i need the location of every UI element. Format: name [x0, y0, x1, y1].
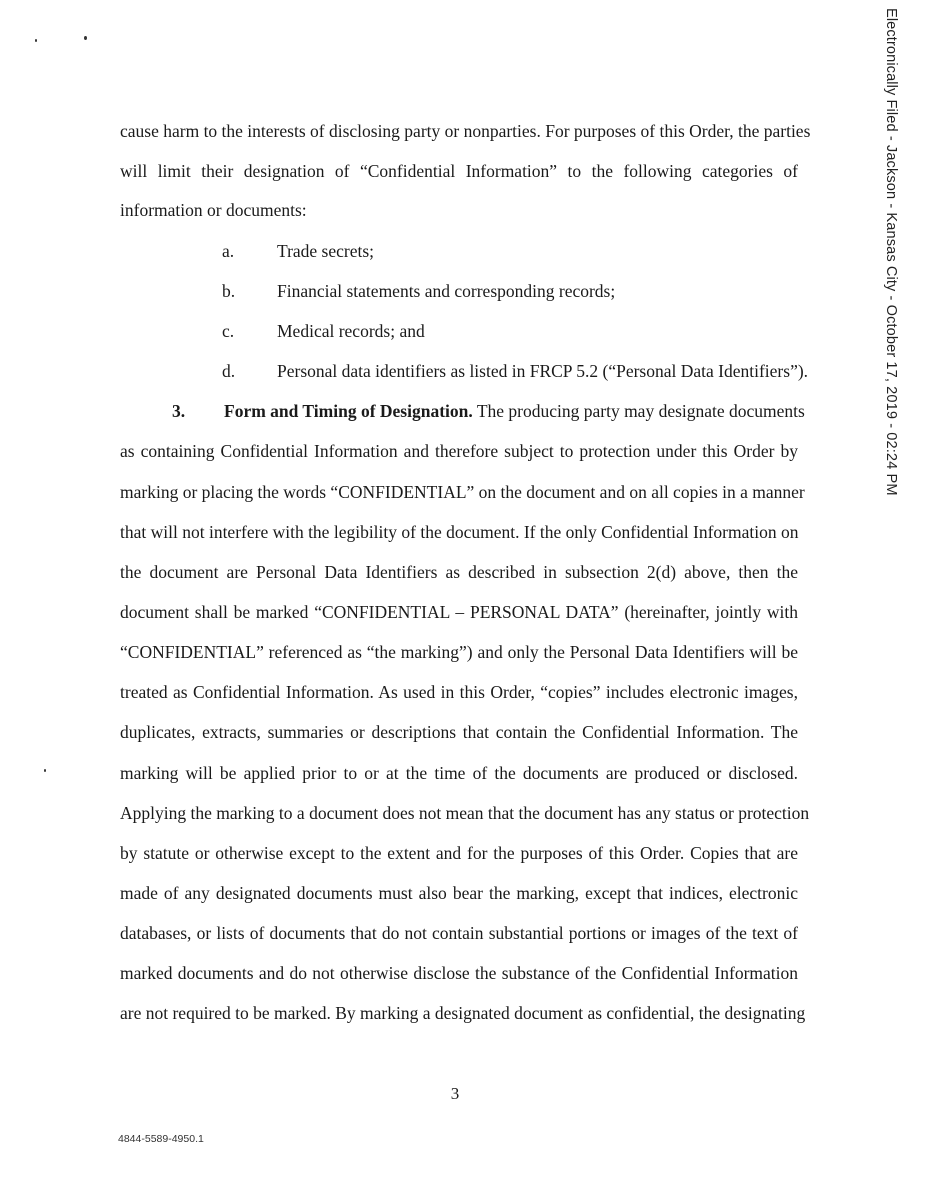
list-item-letter: c.	[222, 321, 235, 341]
body-line: marked documents and do not otherwise disclose the substance of the Confidential Information	[120, 963, 798, 983]
body-line: are not required to be marked. By marking a designated document as confidential, the designating	[120, 1003, 806, 1023]
page-number: 3	[450, 1084, 460, 1103]
body-line: information or documents:	[120, 200, 307, 220]
body-line: by statute or otherwise except to the extent and for the purposes of this Order. Copies that are	[120, 843, 798, 863]
body-line: document shall be marked “CONFIDENTIAL – PERSONAL DATA” (hereinafter, jointly with	[120, 602, 798, 622]
scan-speck	[84, 36, 87, 40]
scan-speck	[35, 39, 37, 42]
body-line: duplicates, extracts, summaries or descriptions that contain the Confidential Information. The	[120, 722, 798, 742]
section-heading-line	[224, 401, 805, 421]
section-number: 3.	[172, 401, 186, 421]
section-heading-rest: The producing party may designate documents	[476, 401, 805, 421]
body-line: the document are Personal Data Identifiers as described in subsection 2(d) above, then the	[120, 562, 798, 582]
body-line: made of any designated documents must also bear the marking, except that indices, electronic	[120, 883, 798, 903]
body-line: as containing Confidential Information and therefore subject to protection under this Order by	[120, 441, 798, 461]
list-item-text: Trade secrets;	[277, 241, 375, 261]
body-line: will limit their designation of “Confidential Information” to the following categories of	[120, 161, 798, 181]
body-line: treated as Confidential Information. As used in this Order, “copies” includes electronic images,	[120, 682, 798, 702]
document-id: 4844-5589-4950.1	[118, 1133, 204, 1145]
body-line: marking or placing the words “CONFIDENTIAL” on the document and on all copies in a manner	[120, 482, 805, 502]
list-item-letter: a.	[222, 241, 235, 261]
body-line: marking will be applied prior to or at the time of the documents are produced or disclosed.	[120, 763, 798, 783]
body-line: cause harm to the interests of disclosing party or nonparties. For purposes of this Order, the parties	[120, 121, 811, 141]
body-line: databases, or lists of documents that do not contain substantial portions or images of the text of	[120, 923, 798, 943]
body-line: Applying the marking to a document does not mean that the document has any status or protection	[120, 803, 810, 823]
list-item-letter: d.	[222, 361, 236, 381]
list-item-letter: b.	[222, 281, 236, 301]
body-line: that will not interfere with the legibility of the document. If the only Confidential Information on	[120, 522, 799, 542]
filing-stamp-text: Electronically Filed - Jackson - Kansas City - October 17, 2019 - 02:24 PM	[883, 8, 899, 496]
section-heading: Form and Timing of Designation.	[224, 401, 473, 421]
filing-stamp	[883, 8, 901, 498]
list-item-text: Medical records; and	[277, 321, 425, 341]
list-item-text: Financial statements and corresponding records;	[277, 281, 616, 301]
list-item-text: Personal data identifiers as listed in FRCP 5.2 (“Personal Data Identifiers”).	[277, 361, 809, 381]
body-line: “CONFIDENTIAL” referenced as “the marking”) and only the Personal Data Identifiers will be	[120, 642, 798, 662]
scan-speck	[44, 769, 46, 772]
